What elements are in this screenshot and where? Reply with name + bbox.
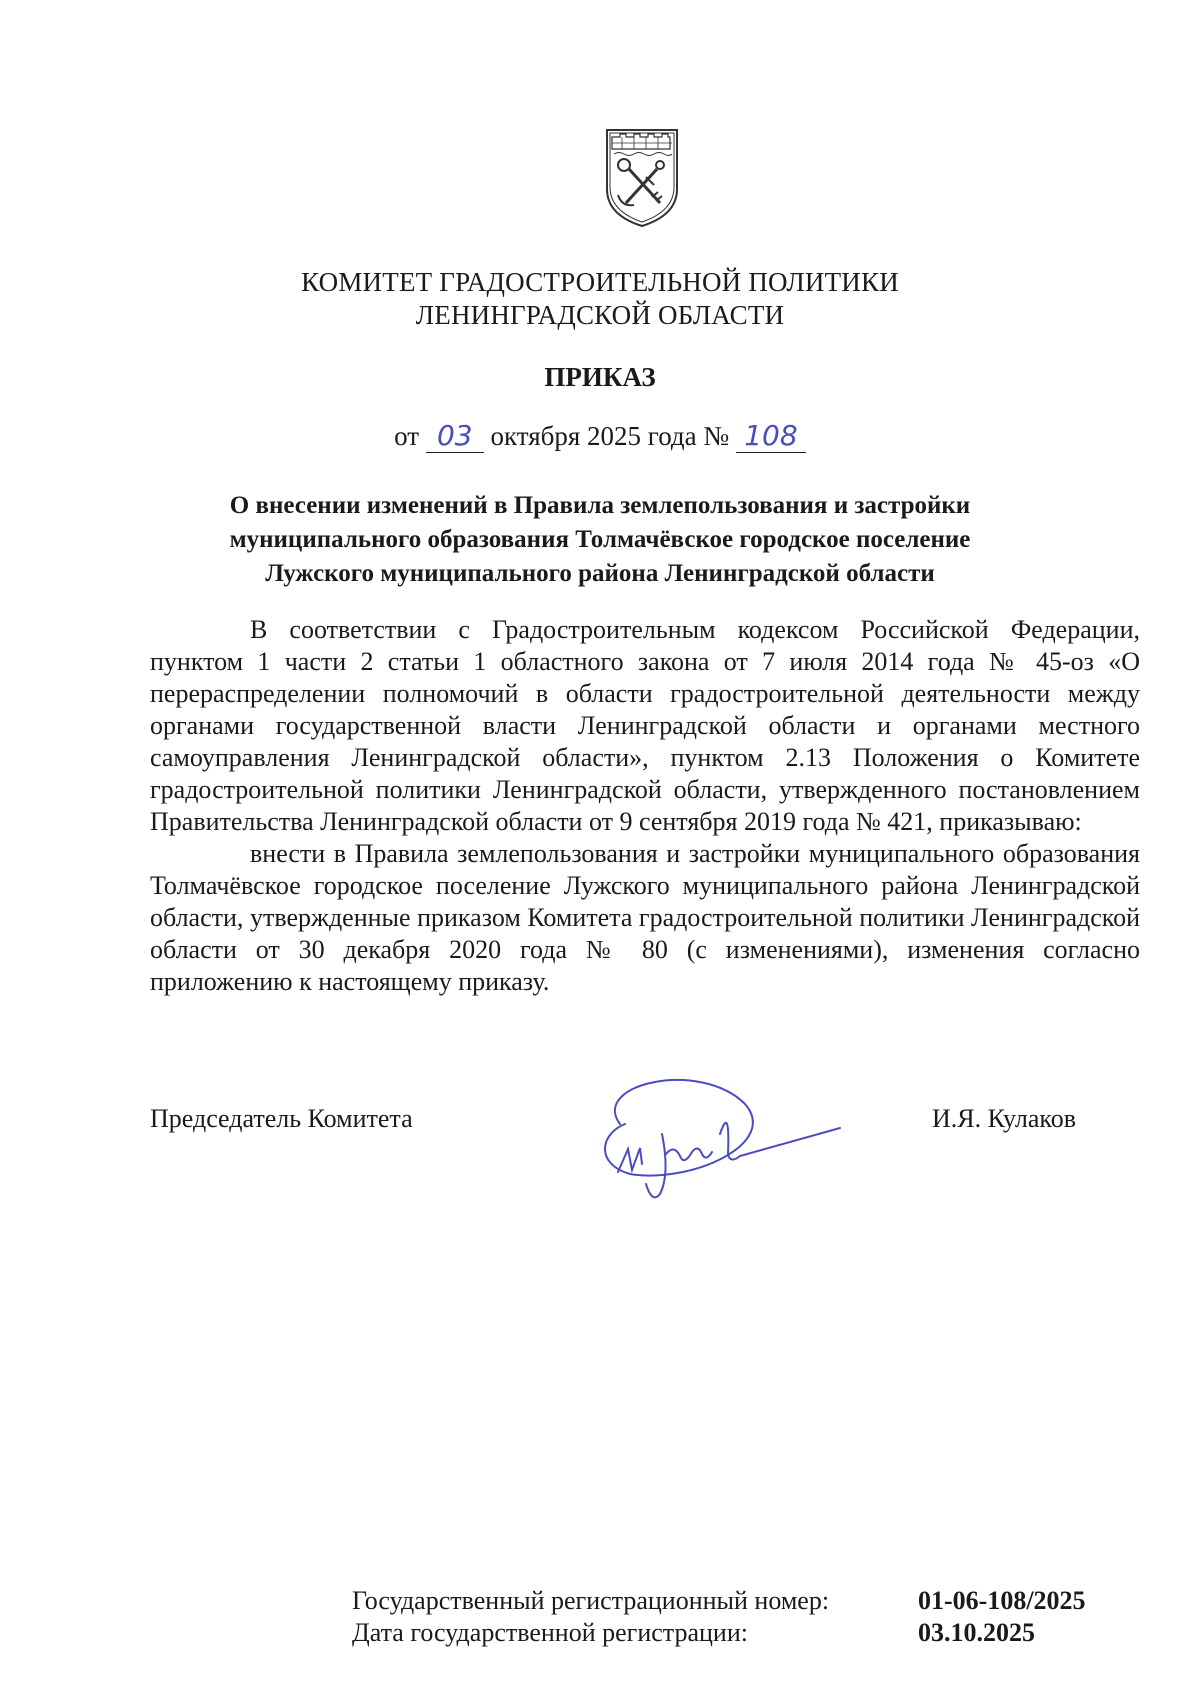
month-year-text: октября 2025 года № [490, 421, 730, 451]
order-body [150, 614, 1140, 998]
handwritten-day: 03 [436, 419, 473, 452]
order-paragraph: внести в Правила землепользования и застройки муниципального образования Толмачёвское городское поселение Лужского муниципального района Ленинградской области, утвержденные приказом Комитета градостроительной политики Ленинградской области от 30 декабря 2020 года № 80 (с изменениями), изменения согласно приложению к настоящему приказу. [150, 839, 1140, 996]
date-number-line [0, 421, 1200, 453]
registration-number-label: Государственный регистрационный номер: [352, 1586, 830, 1615]
handwritten-signature [580, 1064, 860, 1204]
registration-number-value: 01-06-108/2025 [918, 1586, 1086, 1615]
coat-of-arms-icon [604, 127, 680, 229]
date-prefix: от [394, 421, 420, 451]
handwritten-number: 108 [744, 419, 798, 452]
registration-date-label: Дата государственной регистрации: [352, 1618, 748, 1647]
committee-name-line2: ЛЕНИНГРАДСКОЙ ОБЛАСТИ [415, 300, 785, 330]
committee-name-line1: КОМИТЕТ ГРАДОСТРОИТЕЛЬНОЙ ПОЛИТИКИ [301, 267, 899, 297]
signatory-name: И.Я. Кулаков [932, 1104, 1076, 1133]
day-field [426, 419, 484, 453]
subject-heading [0, 489, 1200, 591]
subject-line3: Лужского муниципального района Ленинградской области [265, 560, 935, 587]
subject-line2: муниципального образования Толмачёвское городское поселение [229, 526, 971, 553]
document-type-title: ПРИКАЗ [544, 362, 656, 392]
registration-date-value: 03.10.2025 [918, 1618, 1035, 1647]
signatory-position: Председатель Комитета [150, 1104, 413, 1133]
preamble-paragraph: В соответствии с Градостроительным кодексом Российской Федерации, пунктом 1 части 2 статьи 1 областного закона от 7 июля 2014 года № 45-оз «О перераспределении полномочий в области градостроительной деятельности между органами государственной власти Ленинградской области и органами местного самоуправления Ленинградской области», пунктом 2.13 Положения о Комитете градостроительной политики Ленинградской области, утвержденного постановлением Правительства Ленинградской области от 9 сентября 2019 года № 421, приказываю: [150, 615, 1140, 836]
subject-line1: О внесении изменений в Правила землепользования и застройки [229, 492, 971, 519]
number-field [736, 419, 806, 453]
